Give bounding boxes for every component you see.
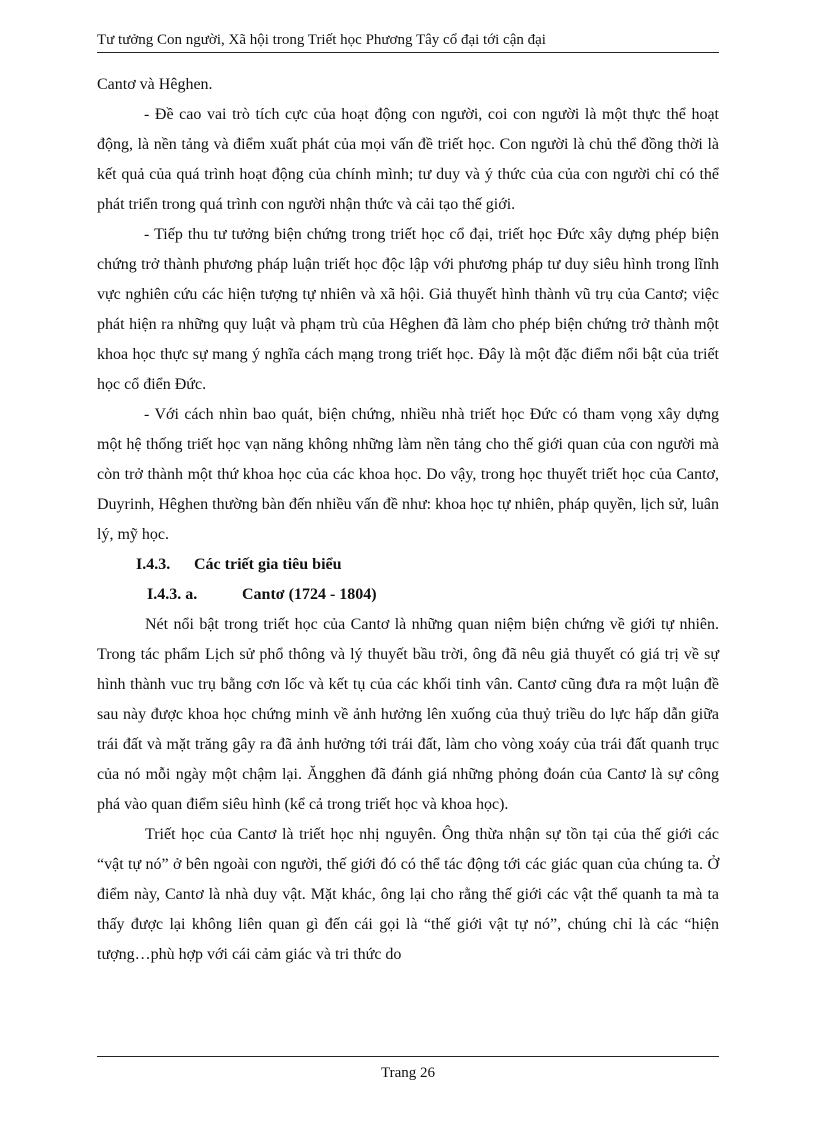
section-title: Các triết gia tiêu biểu	[194, 556, 342, 573]
subsection-heading	[97, 580, 719, 610]
subsection-number: I.4.3. a.	[147, 586, 198, 603]
subsection-title: Cantơ (1724 - 1804)	[242, 586, 377, 603]
paragraph-human-activity: - Đề cao vai trò tích cực của hoạt động con người, coi con người là một thực thể hoạt động, là nền tảng và điểm xuất phát của mọi vấn đề triết học. Con người là chủ thể đồng thời là kết quả của quá trình hoạt động của chính mình; tư duy và ý thức của của con người chỉ có thể phát triển trong quá trình con người nhận thức và cải tạo thế giới.	[97, 106, 719, 213]
footer-divider	[97, 1056, 719, 1057]
header-divider	[97, 52, 719, 53]
page-body	[97, 70, 719, 970]
section-number: I.4.3.	[136, 556, 171, 573]
paragraph-dialectics: - Tiếp thu tư tưởng biện chứng trong triết học cổ đại, triết học Đức xây dựng phép biện chứng trở thành phương pháp luận triết học độc lập với phương pháp tư duy siêu hình trong lĩnh vực nghiên cứu các hiện tượng tự nhiên và xã hội. Giả thuyết hình thành vũ trụ của Cantơ; việc phát hiện ra những quy luật và phạm trù của Hêghen đã làm cho phép biện chứng trở thành một khoa học thực sự mang ý nghĩa cách mạng trong triết học. Đây là một đặc điểm nổi bật của triết học cổ điển Đức.	[97, 226, 719, 393]
section-heading	[97, 550, 719, 580]
paragraph-continued: Cantơ và Hêghen.	[97, 76, 213, 93]
running-header: Tư tưởng Con người, Xã hội trong Triết học Phương Tây cổ đại tới cận đại	[97, 32, 546, 48]
page-number: Trang 26	[380, 1065, 436, 1081]
paragraph-kant-dialectics: Nét nổi bật trong triết học của Cantơ là những quan niệm biện chứng về giới tự nhiên. Trong tác phẩm Lịch sử phổ thông và lý thuyết bầu trời, ông đã nêu giả thuyết có giá trị về sự hình thành vuc trụ bằng cơn lốc và kết tụ của các khối tinh vân. Cantơ cũng đưa ra một luận đề sau này được khoa học chứng minh về ảnh hưởng lên xuống của thuỷ triều do lực hấp dẫn giữa trái đất và mặt trăng gây ra đã ảnh hưởng tới trái đất, làm cho vòng xoáy của trái đất quanh trục của nó mỗi ngày một chậm lại. Ăngghen đã đánh giá những phỏng đoán của Cantơ là sự công phá vào quan điểm siêu hình (kể cả trong triết học và khoa học).	[97, 616, 719, 813]
paragraph-universal-system: - Với cách nhìn bao quát, biện chứng, nhiều nhà triết học Đức có tham vọng xây dựng một hệ thống triết học vạn năng không những làm nền tảng cho thế giới quan của con người mà còn trở thành một thứ khoa học của các khoa học. Do vậy, trong học thuyết triết học của Cantơ, Duyrinh, Hêghen thường bàn đến nhiều vấn đề như: khoa học tự nhiên, pháp quyền, lịch sử, luân lý, mỹ học.	[97, 406, 719, 543]
paragraph-kant-dualism: Triết học của Cantơ là triết học nhị nguyên. Ông thừa nhận sự tồn tại của thế giới các “vật tự nó” ở bên ngoài con người, thế giới đó có thể tác động tới các giác quan của chúng ta. Ở điểm này, Cantơ là nhà duy vật. Mặt khác, ông lại cho rằng thế giới các vật thể quanh ta mà ta thấy được lại không liên quan gì đến cái gọi là “thế giới vật tự nó”, chúng chỉ là các “hiện tượng…phù hợp với cái cảm giác và tri thức do	[97, 826, 719, 963]
